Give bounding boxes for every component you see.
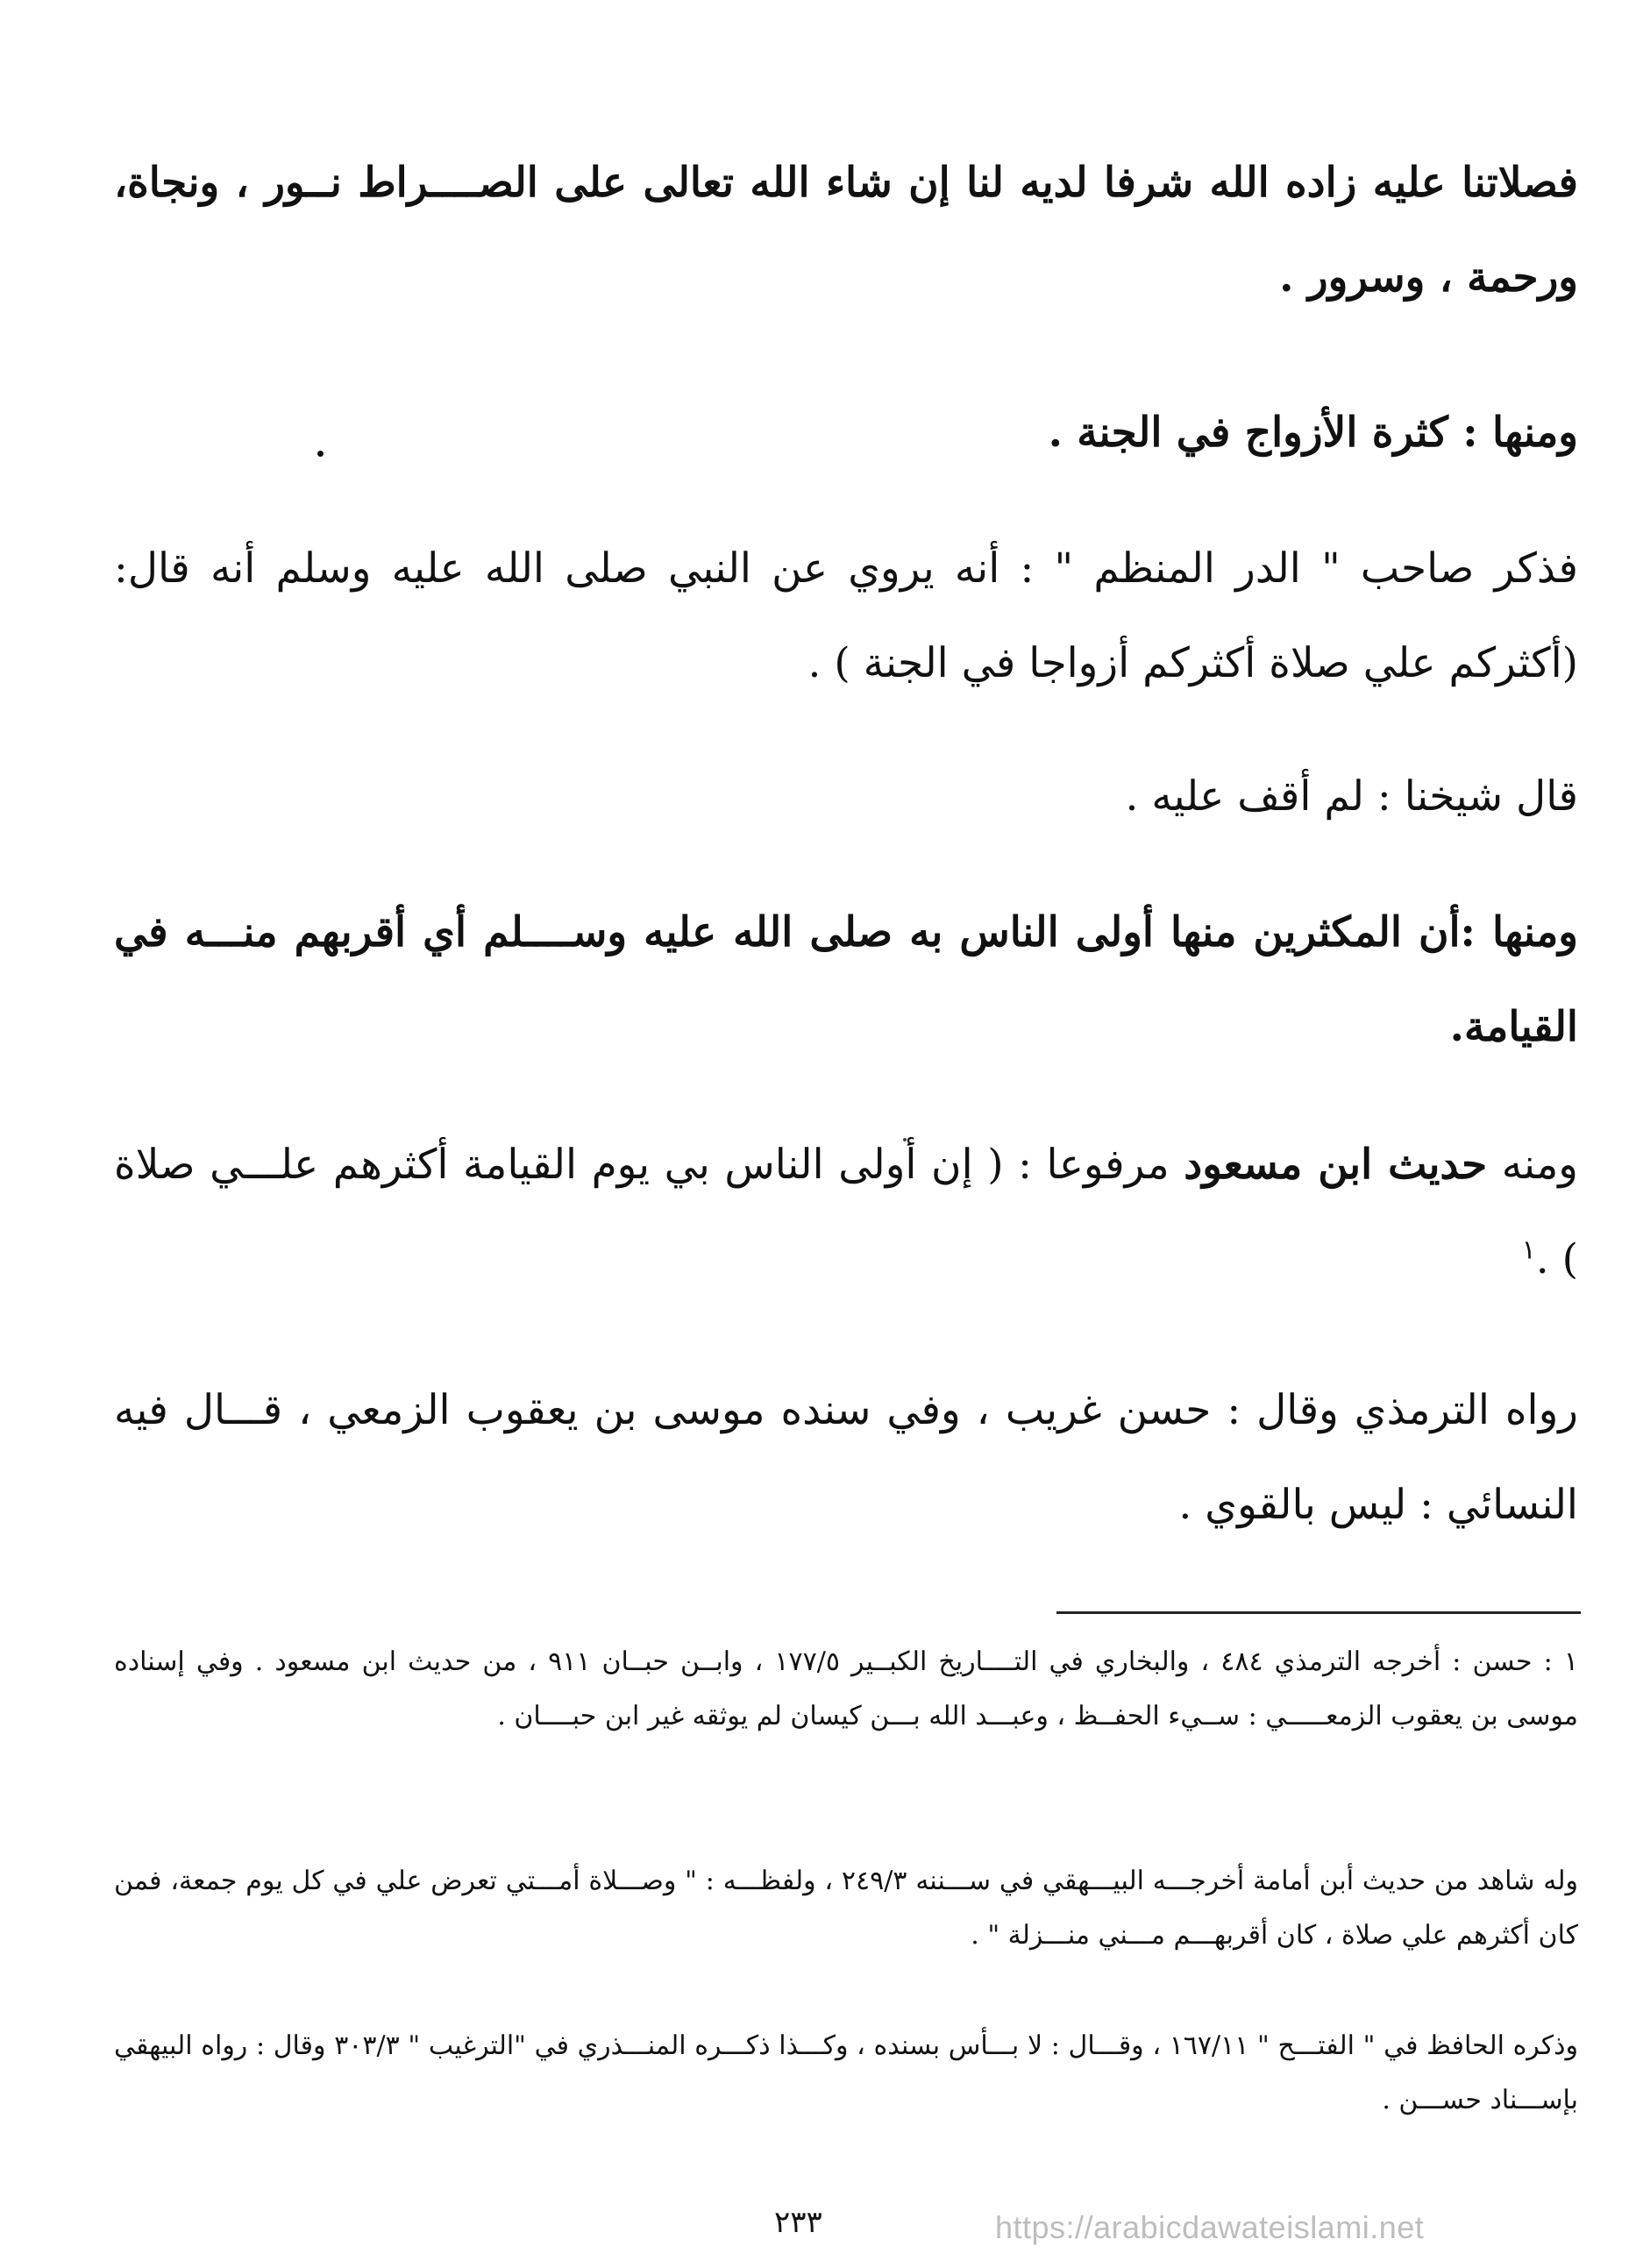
heading-nearest-on-qiyamah: ومنها :أن المكثرين منها أولى الناس به صلى الله عليه وســــلم أي أقربهم منـــه في القيامة. <box>114 908 1578 1051</box>
footnote-fath-targhib: وذكره الحافظ في " الفتـــح " ١٦٧/١١ ، وقـــال : لا بـــأس بسنده ، وكـــذا ذكـــره المنـــذري في "الترغيب " ٣٠٣/٣ وقال : رواه البيهقي بإســـناد حســـن . <box>114 2030 1578 2115</box>
footnote-supporting-narration: وله شاهد من حديث أبن أمامة أخرجـــه البيـــهقي في ســـننه ٢٤٩/٣ ، ولفظـــه : " وصـــلاة أمـــتي تعرض علي في كل يوم جمعة، فمن كان أكثرهم علي صلاة ، كان أقربهـــم مـــني منـــزلة " . <box>114 1866 1578 1951</box>
paragraph-durr-munazzam: فذكر صاحب " الدر المنظم " : أنه يروي عن النبي صلى الله عليه وسلم أنه قال: (أكثركم علي صلاة أكثركم أزواجا في الجنة ) . <box>114 544 1578 687</box>
page-number: ٢٣٣ <box>774 2205 822 2240</box>
footnote-reference[interactable]: ١ <box>1521 1234 1536 1266</box>
paragraph-salah-light: فصلاتنا عليه زاده الله شرفا لديه لنا إن شاء الله تعالى على الصــــراط نــور ، ونجاة، ورحمة ، وسرور . <box>114 159 1578 302</box>
heading-many-spouses: ومنها : كثرة الأزواج في الجنة . <box>1048 409 1578 457</box>
paragraph-tirmidhi-grading: رواه الترمذي وقال : حسن غريب ، وفي سنده موسى بن يعقوب الزمعي ، قـــال فيه النسائي : ليس بالقوي . <box>114 1386 1578 1529</box>
paragraph-ibn-masud-hadith <box>114 1118 1578 1307</box>
footnote-divider <box>1056 1611 1581 1614</box>
hadith-text: مرفوعا : ( إن أولى الناس بي يوم القيامة أكثرهم علـــي صلاة ) . <box>114 1141 1578 1283</box>
paragraph-lead-word: ومنه <box>1501 1141 1578 1189</box>
hadith-source-name: حديث ابن مسعود <box>1184 1141 1488 1189</box>
footnote-1: ١ : حسن : أخرجه الترمذي ٤٨٤ ، والبخاري في التــــاريخ الكبــير ١٧٧/٥ ، وابــن حبــان ٩١١ ، من حديث ابن مسعود . وفي إسناده موسى بن يعقوب الزمعـــــي : ســيء الحفــظ ، وعبـــد الله بـــن كيسان لم يوثقه غير ابن حبــــان . <box>114 1646 1578 1731</box>
paragraph-shaykh-note: قال شيخنا : لم أقف عليه . <box>1125 772 1578 821</box>
watermark-url: https://arabicdawateislami.net <box>995 2209 1425 2245</box>
